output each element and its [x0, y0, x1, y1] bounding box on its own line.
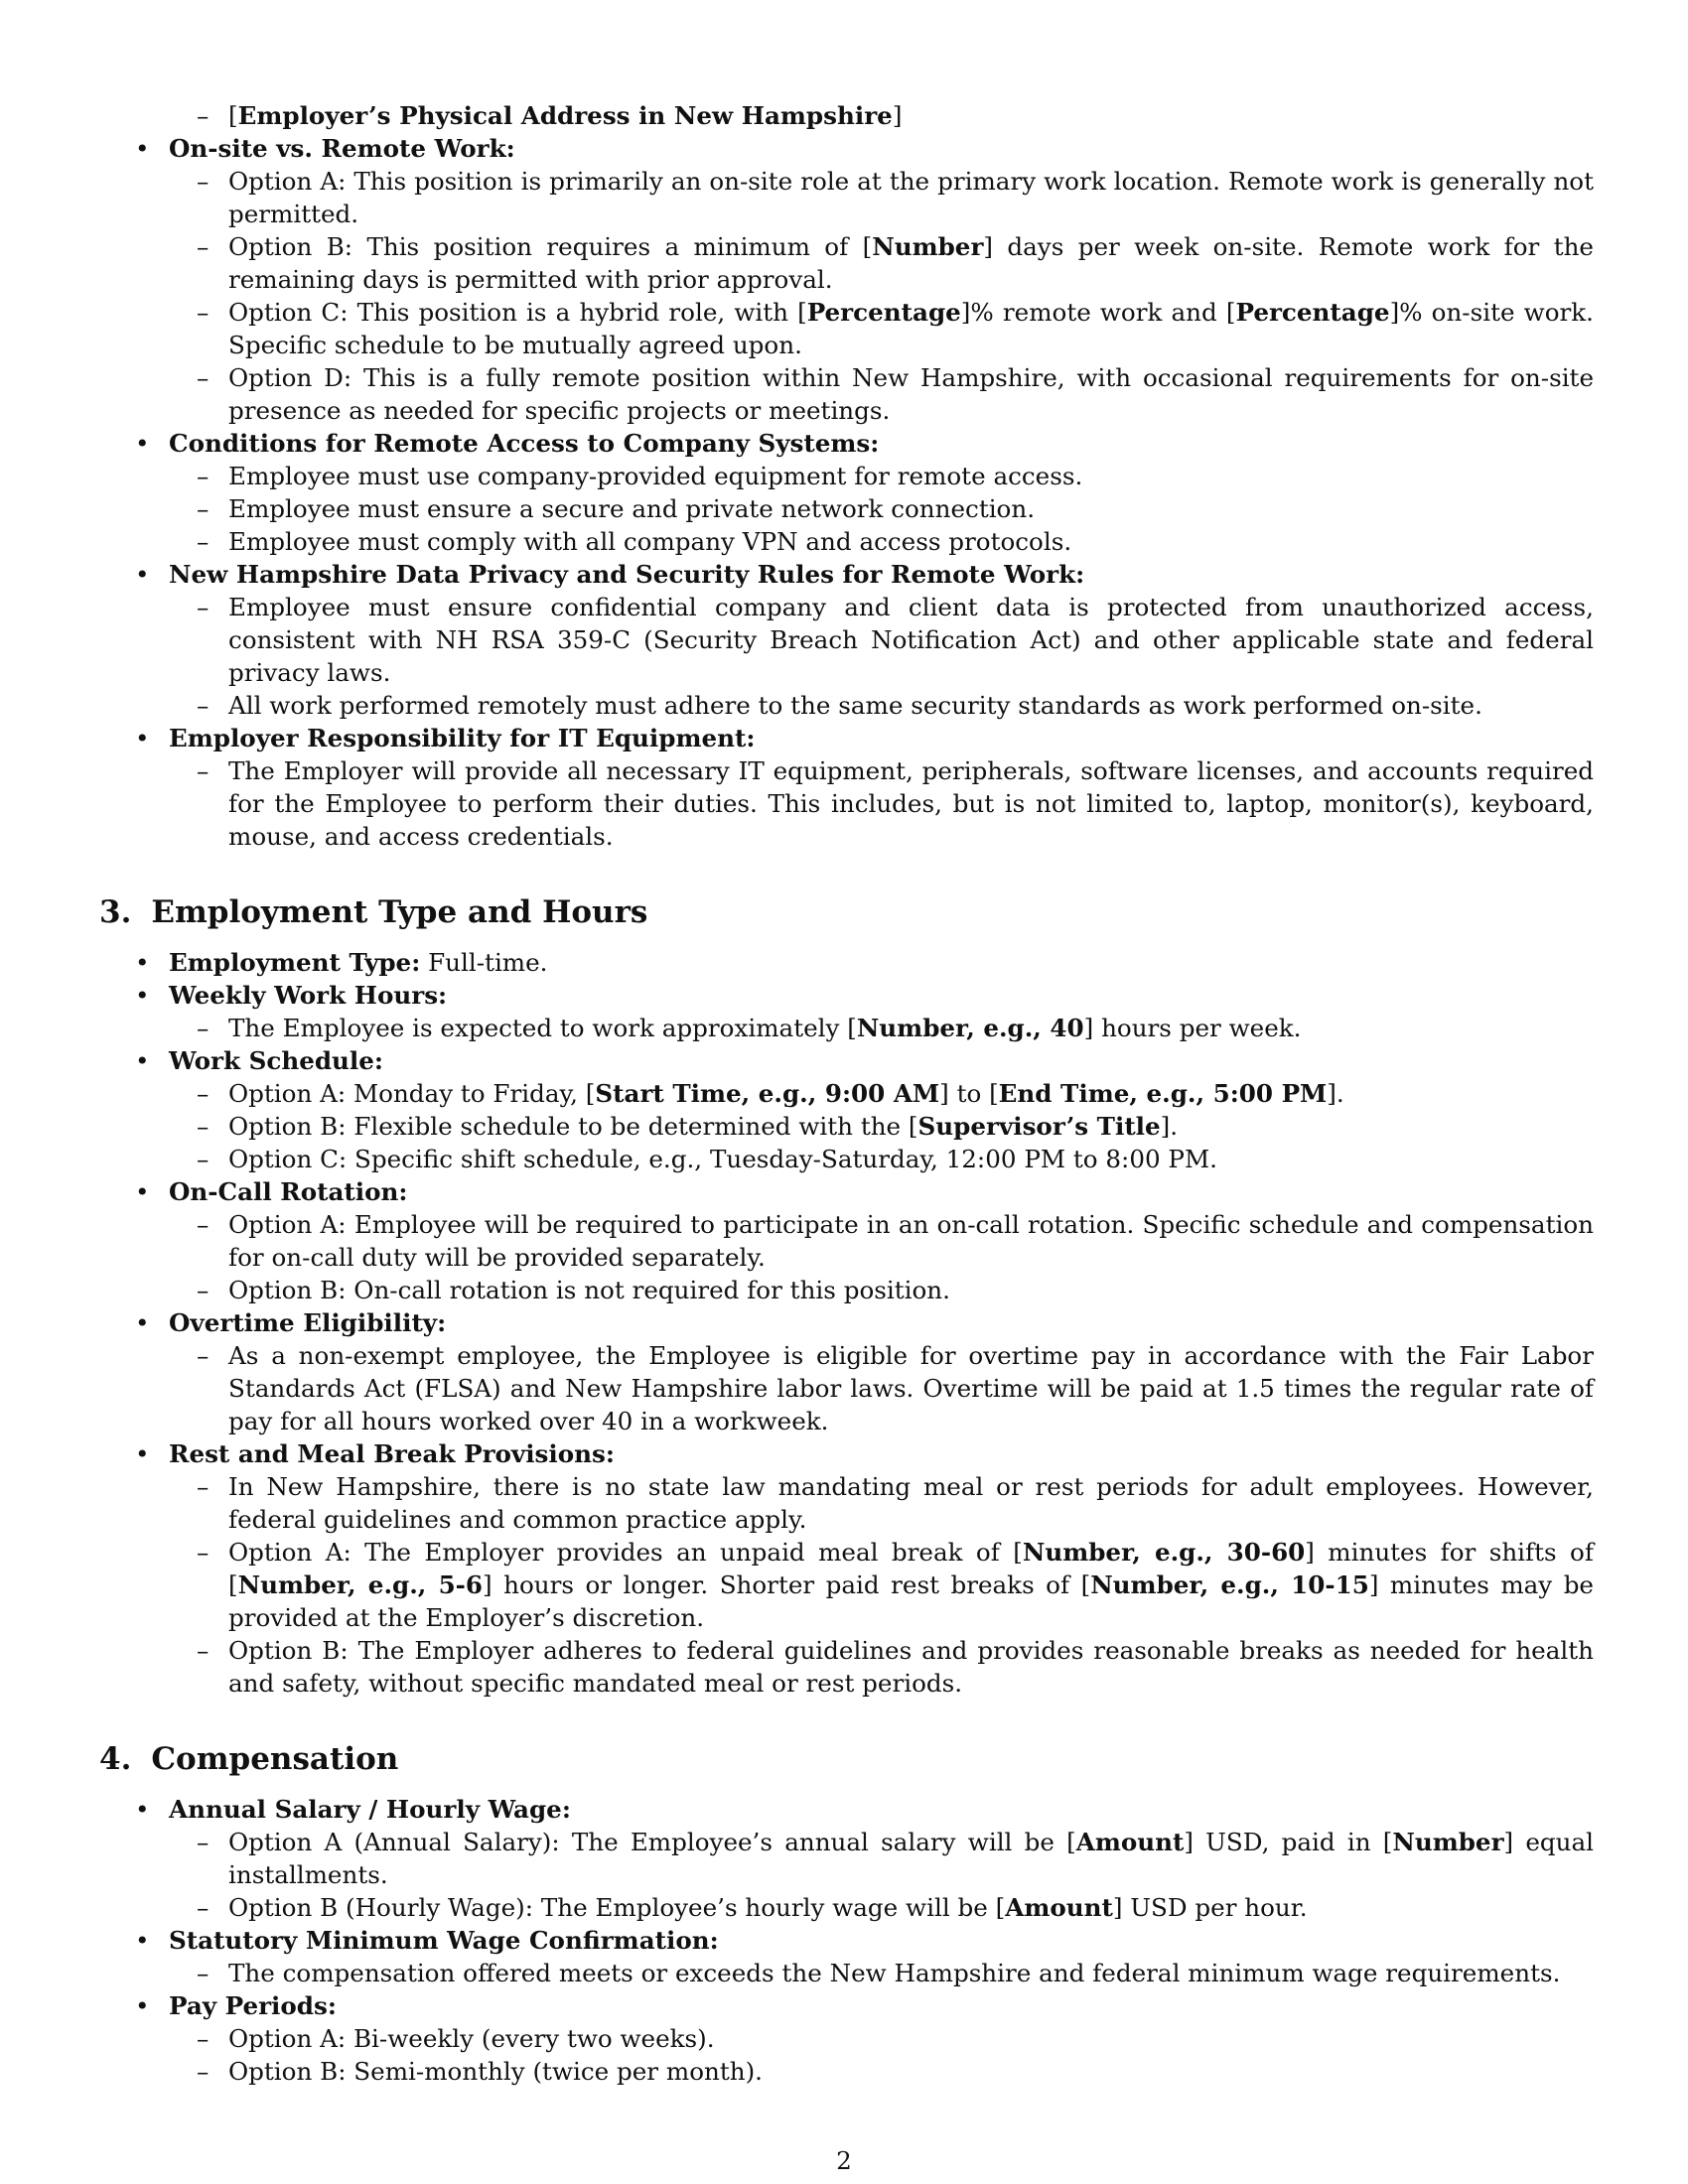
schedule-option-c: – Option C: Specific shift schedule, e.g., Tuesday-Saturday, 12:00 PM to 8:00 PM. [99, 1143, 1594, 1175]
remote-option-d: – Option D: This is a fully remote position within New Hampshire, with occasional requirements for on-site presence as needed for specific projects or meetings. [99, 361, 1594, 427]
list-item-weekly-hours: • Weekly Work Hours: – The Employee is expected to work approximately [Number, e.g., 40] hours per week. [99, 979, 1594, 1044]
breaks-option-a: – Option A: The Employer provides an unpaid meal break of [Number, e.g., 30-60] minutes for shifts of [Number, e.g., 5-6] hours or longer. Shorter paid rest breaks of [Number, e.g., 10-15] minutes may be provided at the Employer’s discretion. [99, 1536, 1594, 1634]
section-4-list [99, 1793, 1594, 2088]
salary-option-b: – Option B (Hourly Wage): The Employee’s hourly wage will be [Amount] USD per hour. [99, 1891, 1594, 1924]
list-item-breaks: • Rest and Meal Break Provisions: – In New Hampshire, there is no state law mandating meal or rest periods for adult employees. However, federal guidelines and common practice apply. – Option A: The Employer provides an unpaid meal break of [Number, e.g., 30-60] minutes for shifts of [Number, e.g., 5-6] hours or longer. Shorter paid rest breaks of [Number, e.g., 10-15] minutes may be provided at the Employer’s discretion. – Option B: The Employer adheres to federal guidelines and provides reasonable breaks as needed for health and safety, without specific mandated meal or rest periods. [99, 1437, 1594, 1700]
oncall-option-a: – Option A: Employee will be required to participate in an on-call rotation. Specific schedule and compensation for on-call duty will be provided separately. [99, 1208, 1594, 1274]
overtime-item: – As a non-exempt employee, the Employee is eligible for overtime pay in accordance with the Fair Labor Standards Act (FLSA) and New Hampshire labor laws. Overtime will be paid at 1.5 times the regular rate of pay for all hours worked over 40 in a workweek. [99, 1339, 1594, 1437]
section-3-list [99, 946, 1594, 1700]
list-item-it-equipment: • Employer Responsibility for IT Equipment: – The Employer will provide all necessary IT equipment, peripherals, software licenses, and accounts required for the Employee to perform their duties. This includes, but is not limited to, laptop, monitor(s), keyboard, mouse, and access credentials. [99, 722, 1594, 853]
access-item: – Employee must ensure a secure and private network connection. [99, 492, 1594, 525]
oncall-option-b: – Option B: On-call rotation is not required for this position. [99, 1274, 1594, 1306]
pay-option-a: – Option A: Bi-weekly (every two weeks). [99, 2022, 1594, 2055]
list-item-overtime: • Overtime Eligibility: – As a non-exempt employee, the Employee is eligible for overtime pay in accordance with the Fair Labor Standards Act (FLSA) and New Hampshire labor laws. Overtime will be paid at 1.5 times the regular rate of pay for all hours worked over 40 in a workweek. [99, 1306, 1594, 1437]
list-item-onsite-remote: • On-site vs. Remote Work: – Option A: This position is primarily an on-site role at the primary work location. Remote work is generally not permitted. – Option B: This position requires a minimum of [Number] days per week on-site. Remote work for the remaining days is permitted with prior approval. – Option C: This position is a hybrid role, with [Percentage]% remote work and [Percentage]% on-site work. Specific schedule to be mutually agreed upon. – Option D: This is a fully remote position within New Hampshire, with occasional requirements for on-site presence as needed for specific projects or meetings. [99, 132, 1594, 427]
it-equipment-item: – The Employer will provide all necessary IT equipment, peripherals, software licenses, and accounts required for the Employee to perform their duties. This includes, but is not limited to, laptop, monitor(s), keyboard, mouse, and access credentials. [99, 754, 1594, 853]
breaks-intro: – In New Hampshire, there is no state law mandating meal or rest periods for adult employees. However, federal guidelines and common practice apply. [99, 1470, 1594, 1536]
remote-option-a: – Option A: This position is primarily an on-site role at the primary work location. Remote work is generally not permitted. [99, 165, 1594, 230]
page-number: 2 [836, 2146, 852, 2175]
access-item: – Employee must use company-provided equipment for remote access. [99, 460, 1594, 492]
pay-option-b: – Option B: Semi-monthly (twice per month). [99, 2055, 1594, 2088]
salary-option-a: – Option A (Annual Salary): The Employee’s annual salary will be [Amount] USD, paid in [Number] equal installments. [99, 1826, 1594, 1891]
list-item-work-schedule: • Work Schedule: – Option A: Monday to Friday, [Start Time, e.g., 9:00 AM] to [End Time, e.g., 5:00 PM]. – Option B: Flexible schedule to be determined with the [Supervisor’s Title]. – Option C: Specific shift schedule, e.g., Tuesday-Saturday, 12:00 PM to 8:00 PM. [99, 1044, 1594, 1175]
list-item-privacy: • New Hampshire Data Privacy and Security Rules for Remote Work: – Employee must ensure confidential company and client data is protected from unauthorized access, consistent with NH RSA 359-C (Security Breach Notification Act) and other applicable state and federal privacy laws. – All work performed remotely must adhere to the same security standards as work performed on-site. [99, 558, 1594, 722]
access-item: – Employee must comply with all company VPN and access protocols. [99, 525, 1594, 558]
list-item-remote-access: • Conditions for Remote Access to Company Systems: – Employee must use company-provided equipment for remote access. – Employee must ensure a secure and private network connection. – Employee must comply with all company VPN and access protocols. [99, 427, 1594, 558]
list-item-pay-periods: • Pay Periods: – Option A: Bi-weekly (every two weeks). – Option B: Semi-monthly (twice per month). [99, 1989, 1594, 2088]
breaks-option-b: – Option B: The Employer adheres to federal guidelines and provides reasonable breaks as needed for health and safety, without specific mandated meal or rest periods. [99, 1634, 1594, 1700]
address-placeholder-item: – [Employer’s Physical Address in New Hampshire] [99, 99, 1594, 132]
schedule-option-b: – Option B: Flexible schedule to be determined with the [Supervisor’s Title]. [99, 1110, 1594, 1143]
section-2-list [99, 132, 1594, 853]
hours-item: – The Employee is expected to work approximately [Number, e.g., 40] hours per week. [99, 1012, 1594, 1044]
privacy-item: – All work performed remotely must adhere to the same security standards as work performed on-site. [99, 689, 1594, 722]
privacy-item: – Employee must ensure confidential company and client data is protected from unauthorized access, consistent with NH RSA 359-C (Security Breach Notification Act) and other applicable state and federal privacy laws. [99, 591, 1594, 689]
document-page [99, 99, 1594, 2088]
minimum-wage-item: – The compensation offered meets or exceeds the New Hampshire and federal minimum wage requirements. [99, 1957, 1594, 1989]
list-item-salary: • Annual Salary / Hourly Wage: – Option A (Annual Salary): The Employee’s annual salary will be [Amount] USD, paid in [Number] equal installments. – Option B (Hourly Wage): The Employee’s hourly wage will be [Amount] USD per hour. [99, 1793, 1594, 1924]
section-3-heading: 3. Employment Type and Hours [99, 894, 648, 930]
list-item-on-call: • On-Call Rotation: – Option A: Employee will be required to participate in an on-call rotation. Specific schedule and compensation for on-call duty will be provided separately. – Option B: On-call rotation is not required for this position. [99, 1175, 1594, 1306]
schedule-option-a: – Option A: Monday to Friday, [Start Time, e.g., 9:00 AM] to [End Time, e.g., 5:00 PM]. [99, 1077, 1594, 1110]
remote-option-c: – Option C: This position is a hybrid role, with [Percentage]% remote work and [Percentage]% on-site work. Specific schedule to be mutually agreed upon. [99, 296, 1594, 361]
section-4-heading: 4. Compensation [99, 1741, 399, 1777]
list-item-minimum-wage: • Statutory Minimum Wage Confirmation: – The compensation offered meets or exceeds the New Hampshire and federal minimum wage requirements. [99, 1924, 1594, 1989]
remote-option-b: – Option B: This position requires a minimum of [Number] days per week on-site. Remote work for the remaining days is permitted with prior approval. [99, 230, 1594, 296]
list-item-employment-type: • Employment Type: Full-time. [99, 946, 1594, 979]
